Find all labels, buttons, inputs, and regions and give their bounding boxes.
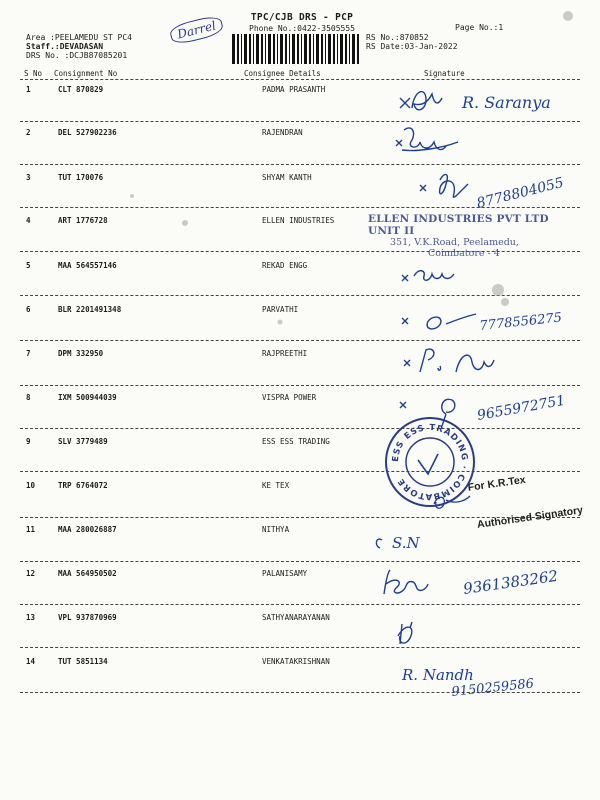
ess-trading-seal [386, 418, 474, 506]
row-sno: 4 [26, 216, 31, 225]
phone-number: Phone No.:0422-3505555 [249, 24, 355, 33]
row-divider [20, 428, 580, 429]
signature-scribble [402, 314, 476, 329]
row-consignee: SHYAM KANTH [262, 173, 312, 182]
row-consignee: SATHYANARAYANAN [262, 613, 330, 622]
barcode-icon [232, 34, 360, 64]
signature-phone: 7778556275 [478, 310, 563, 334]
row-divider [20, 647, 580, 648]
row-sno: 11 [26, 525, 36, 534]
row-sno: 8 [26, 393, 31, 402]
drs-number: DRS No. :DCJB87085201 [26, 51, 128, 60]
signature-phone: 9361383262 [462, 566, 560, 598]
col-signature: Signature [424, 69, 465, 78]
row-consignee: ESS ESS TRADING [262, 437, 330, 446]
row-consignee: VENKATAKRISHNAN [262, 657, 330, 666]
signature-scribble [420, 174, 468, 197]
header-rule [20, 79, 580, 80]
row-consignment: CLT 870829 [58, 85, 104, 94]
row-consignment: DEL 527902236 [58, 128, 117, 137]
row-consignment: MAA 564950502 [58, 569, 117, 578]
signature-text: R. Nandh [402, 666, 474, 684]
row-sno: 5 [26, 261, 31, 270]
document-title: TPC/CJB DRS - PCP [250, 12, 354, 23]
row-consignee: REKAD ENGG [262, 261, 308, 270]
row-divider [20, 340, 580, 341]
header-left [26, 33, 132, 60]
row-consignee: NITHYA [262, 525, 290, 534]
row-divider [20, 604, 580, 605]
row-consignee: VISPRA POWER [262, 393, 317, 402]
row-divider [20, 692, 580, 693]
signature-scribble [400, 92, 442, 110]
signature-scribble [398, 622, 412, 644]
row-sno: 9 [26, 437, 31, 446]
signature-scribble [396, 128, 458, 151]
row-sno: 12 [26, 569, 36, 578]
row-sno: 2 [26, 128, 31, 137]
krtex-stamp [467, 467, 584, 532]
row-consignee: RAJENDRAN [262, 128, 303, 137]
signature-text: S.N [392, 534, 420, 552]
stamp-line: 351, V.K.Road, Peelamedu, [390, 237, 519, 248]
row-consignment: MAA 280026887 [58, 525, 117, 534]
row-divider [20, 561, 580, 562]
stamp-line: ELLEN INDUSTRIES PVT LTD UNIT II [368, 213, 549, 237]
row-consignment: ART 1776728 [58, 216, 108, 225]
area-label: Area :PEELAMEDU ST PC4 [26, 33, 132, 42]
row-consignee: PARVATHI [262, 305, 299, 314]
row-consignment: TUT 170076 [58, 173, 104, 182]
stamp-line: For K.R.Tex [467, 473, 527, 494]
row-consignee: RAJPREETHI [262, 349, 308, 358]
header-right [366, 33, 458, 51]
row-divider [20, 471, 580, 472]
seal-ring-text: ESS ESS TRADING · COIMBATORE [390, 422, 470, 502]
row-sno: 13 [26, 613, 36, 622]
handwritten-note: Darrel [168, 14, 224, 46]
row-sno: 10 [26, 481, 36, 490]
signature-text: R. Saranya [462, 93, 551, 112]
page-number: Page No.:1 [455, 23, 504, 32]
row-consignment: DPM 332950 [58, 349, 104, 358]
signature-scribble [376, 539, 382, 548]
row-divider [20, 121, 580, 122]
staff-label: Staff.:DEVADASAN [26, 42, 104, 51]
row-sno: 14 [26, 657, 36, 666]
row-sno: 6 [26, 305, 31, 314]
rs-number: RS No.:870852 [366, 33, 429, 42]
row-consignment: IXM 500944039 [58, 393, 117, 402]
signature-scribble [402, 271, 454, 281]
signature-scribble [400, 399, 455, 426]
col-consignment: Consignment No [54, 69, 118, 78]
row-consignment: BLR 2201491348 [58, 305, 122, 314]
row-sno: 3 [26, 173, 31, 182]
signature-phone: 9655972751 [475, 392, 567, 424]
row-consignee: ELLEN INDUSTRIES [262, 216, 335, 225]
row-consignment: TUT 5851134 [58, 657, 108, 666]
row-sno: 7 [26, 349, 31, 358]
header-center [232, 12, 372, 33]
signature-phone: 8778804055 [475, 174, 566, 212]
row-consignee: PALANISAMY [262, 569, 308, 578]
stamp-line: Authorised Signatory [476, 504, 584, 531]
row-consignment: MAA 564557146 [58, 261, 117, 270]
row-consignment: TRP 6764072 [58, 481, 108, 490]
row-consignee: PADMA PRASANTH [262, 85, 326, 94]
stamp-line: Coimbatore - 4 [428, 248, 500, 259]
ellen-industries-stamp [368, 213, 578, 259]
svg-text:ESS ESS TRADING · COIMBATORE [391, 423, 469, 501]
row-sno: 1 [26, 85, 31, 94]
col-consignee: Consignee Details [244, 69, 321, 78]
signature-scribble [404, 349, 494, 372]
row-divider [20, 385, 580, 386]
rs-date: RS Date:03-Jan-2022 [366, 42, 458, 51]
row-divider [20, 295, 580, 296]
signature-scribble [384, 570, 428, 594]
row-consignment: VPL 937870969 [58, 613, 117, 622]
row-consignee: KE TEX [262, 481, 290, 490]
signature-phone: 9150259586 [450, 676, 535, 700]
row-consignment: SLV 3779489 [58, 437, 108, 446]
signature-scribble [434, 496, 470, 508]
row-divider [20, 164, 580, 165]
row-divider [20, 207, 580, 208]
col-sno: S No [24, 69, 43, 78]
